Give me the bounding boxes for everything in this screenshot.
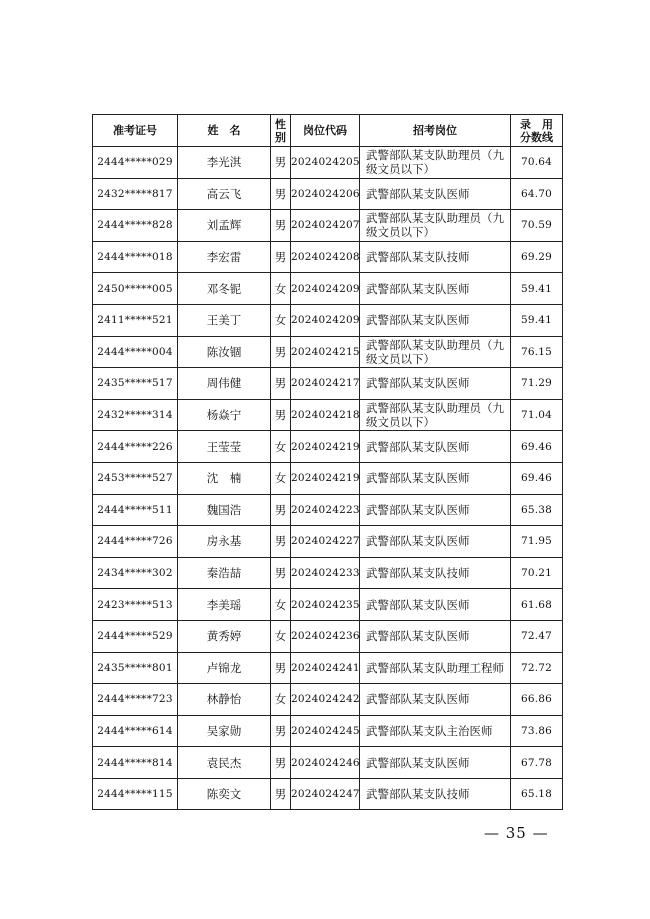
cell-name: 魏国浩	[178, 494, 271, 526]
cell-score: 73.86	[511, 715, 563, 747]
results-table	[92, 114, 563, 810]
table-row	[93, 304, 563, 336]
cell-post: 武警部队某支队助理员（九级文员以下）	[360, 210, 511, 242]
cell-name: 袁民杰	[178, 747, 271, 779]
cell-score: 71.95	[511, 526, 563, 558]
table-row	[93, 778, 563, 810]
table-row	[93, 399, 563, 431]
cell-post: 武警部队某支队医师	[360, 462, 511, 494]
cell-post-code: 2024024219	[291, 462, 360, 494]
cell-name: 高云飞	[178, 178, 271, 210]
cell-score: 71.29	[511, 368, 563, 400]
table-row	[93, 368, 563, 400]
cell-name: 李光淇	[178, 147, 271, 179]
cell-gender: 女	[271, 462, 291, 494]
cell-score: 65.38	[511, 494, 563, 526]
cell-post-code: 2024024219	[291, 431, 360, 463]
cell-post-code: 2024024241	[291, 652, 360, 684]
cell-post: 武警部队某支队医师	[360, 684, 511, 716]
cell-post: 武警部队某支队助理员（九级文员以下）	[360, 336, 511, 368]
header-exam-no: 准考证号	[93, 115, 178, 147]
cell-post-code: 2024024207	[291, 210, 360, 242]
cell-name: 王美丁	[178, 304, 271, 336]
table-row	[93, 178, 563, 210]
cell-post: 武警部队某支队医师	[360, 589, 511, 621]
cell-post-code: 2024024208	[291, 241, 360, 273]
table-row	[93, 715, 563, 747]
cell-exam-no: 2444*****029	[93, 147, 178, 179]
cell-post-code: 2024024235	[291, 589, 360, 621]
cell-exam-no: 2432*****314	[93, 399, 178, 431]
cell-score: 72.72	[511, 652, 563, 684]
cell-gender: 男	[271, 494, 291, 526]
table-row	[93, 462, 563, 494]
cell-post-code: 2024024209	[291, 304, 360, 336]
cell-name: 邓冬铌	[178, 273, 271, 305]
cell-post: 武警部队某支队医师	[360, 747, 511, 779]
cell-exam-no: 2444*****814	[93, 747, 178, 779]
table-row	[93, 589, 563, 621]
cell-gender: 男	[271, 368, 291, 400]
cell-post-code: 2024024246	[291, 747, 360, 779]
cell-name: 沈 楠	[178, 462, 271, 494]
cell-name: 周伟健	[178, 368, 271, 400]
header-post-code: 岗位代码	[291, 115, 360, 147]
cell-exam-no: 2434*****302	[93, 557, 178, 589]
header-gender-line2: 别	[275, 130, 286, 144]
cell-name: 刘孟辉	[178, 210, 271, 242]
table-header	[93, 115, 563, 147]
cell-exam-no: 2444*****828	[93, 210, 178, 242]
cell-score: 69.29	[511, 241, 563, 273]
cell-gender: 男	[271, 557, 291, 589]
cell-exam-no: 2423*****513	[93, 589, 178, 621]
cell-exam-no: 2444*****723	[93, 684, 178, 716]
cell-name: 李美瑶	[178, 589, 271, 621]
cell-exam-no: 2450*****005	[93, 273, 178, 305]
header-score	[511, 115, 563, 147]
cell-post: 武警部队某支队助理工程师	[360, 652, 511, 684]
table-row	[93, 526, 563, 558]
header-name: 姓 名	[178, 115, 271, 147]
table-row	[93, 431, 563, 463]
cell-post-code: 2024024206	[291, 178, 360, 210]
table-row	[93, 620, 563, 652]
cell-exam-no: 2411*****521	[93, 304, 178, 336]
cell-gender: 女	[271, 273, 291, 305]
table-row	[93, 241, 563, 273]
table-row	[93, 494, 563, 526]
cell-name: 吴家勋	[178, 715, 271, 747]
cell-post-code: 2024024217	[291, 368, 360, 400]
cell-name: 陈奕文	[178, 778, 271, 810]
cell-name: 卢锦龙	[178, 652, 271, 684]
cell-gender: 女	[271, 304, 291, 336]
cell-gender: 男	[271, 652, 291, 684]
cell-post-code: 2024024223	[291, 494, 360, 526]
cell-exam-no: 2444*****726	[93, 526, 178, 558]
cell-post: 武警部队某支队助理员（九级文员以下）	[360, 147, 511, 179]
cell-score: 66.86	[511, 684, 563, 716]
cell-gender: 女	[271, 431, 291, 463]
header-gender-line1: 性	[275, 117, 286, 131]
cell-exam-no: 2444*****511	[93, 494, 178, 526]
table-row	[93, 336, 563, 368]
cell-gender: 男	[271, 715, 291, 747]
cell-exam-no: 2444*****004	[93, 336, 178, 368]
cell-post-code: 2024024205	[291, 147, 360, 179]
header-gender	[271, 115, 291, 147]
cell-post: 武警部队某支队技师	[360, 778, 511, 810]
cell-name: 林静怡	[178, 684, 271, 716]
cell-score: 69.46	[511, 462, 563, 494]
cell-gender: 男	[271, 147, 291, 179]
table-row	[93, 273, 563, 305]
cell-post: 武警部队某支队主治医师	[360, 715, 511, 747]
header-score-line1: 录 用	[520, 117, 553, 131]
cell-post: 武警部队某支队技师	[360, 241, 511, 273]
header-post: 招考岗位	[360, 115, 511, 147]
cell-name: 陈汝锢	[178, 336, 271, 368]
cell-score: 71.04	[511, 399, 563, 431]
cell-post: 武警部队某支队技师	[360, 557, 511, 589]
cell-gender: 女	[271, 589, 291, 621]
cell-gender: 男	[271, 778, 291, 810]
cell-score: 76.15	[511, 336, 563, 368]
table-row	[93, 147, 563, 179]
cell-post: 武警部队某支队医师	[360, 368, 511, 400]
table-body	[93, 147, 563, 810]
cell-exam-no: 2435*****801	[93, 652, 178, 684]
cell-post: 武警部队某支队医师	[360, 431, 511, 463]
table-row	[93, 747, 563, 779]
cell-post-code: 2024024215	[291, 336, 360, 368]
table-row	[93, 684, 563, 716]
cell-score: 65.18	[511, 778, 563, 810]
cell-exam-no: 2435*****517	[93, 368, 178, 400]
cell-post-code: 2024024218	[291, 399, 360, 431]
cell-gender: 女	[271, 620, 291, 652]
cell-name: 秦浩喆	[178, 557, 271, 589]
cell-score: 59.41	[511, 304, 563, 336]
cell-score: 70.21	[511, 557, 563, 589]
cell-score: 59.41	[511, 273, 563, 305]
table-row	[93, 652, 563, 684]
cell-name: 王莹莹	[178, 431, 271, 463]
cell-post: 武警部队某支队医师	[360, 304, 511, 336]
cell-exam-no: 2444*****115	[93, 778, 178, 810]
cell-name: 黄秀婷	[178, 620, 271, 652]
cell-post: 武警部队某支队医师	[360, 178, 511, 210]
cell-gender: 男	[271, 336, 291, 368]
cell-exam-no: 2432*****817	[93, 178, 178, 210]
cell-exam-no: 2453*****527	[93, 462, 178, 494]
cell-post: 武警部队某支队医师	[360, 620, 511, 652]
cell-exam-no: 2444*****226	[93, 431, 178, 463]
cell-score: 70.64	[511, 147, 563, 179]
cell-post-code: 2024024227	[291, 526, 360, 558]
cell-gender: 男	[271, 526, 291, 558]
cell-post-code: 2024024233	[291, 557, 360, 589]
cell-post-code: 2024024236	[291, 620, 360, 652]
cell-score: 69.46	[511, 431, 563, 463]
cell-post-code: 2024024245	[291, 715, 360, 747]
cell-gender: 男	[271, 399, 291, 431]
cell-post: 武警部队某支队医师	[360, 526, 511, 558]
header-row	[93, 115, 563, 147]
cell-score: 61.68	[511, 589, 563, 621]
cell-name: 房永基	[178, 526, 271, 558]
cell-post-code: 2024024242	[291, 684, 360, 716]
cell-name: 杨焱宁	[178, 399, 271, 431]
cell-post-code: 2024024247	[291, 778, 360, 810]
cell-exam-no: 2444*****614	[93, 715, 178, 747]
header-score-line2: 分数线	[520, 130, 553, 144]
cell-score: 64.70	[511, 178, 563, 210]
cell-gender: 女	[271, 684, 291, 716]
cell-exam-no: 2444*****529	[93, 620, 178, 652]
cell-score: 70.59	[511, 210, 563, 242]
cell-name: 李宏雷	[178, 241, 271, 273]
cell-gender: 男	[271, 210, 291, 242]
cell-post: 武警部队某支队助理员（九级文员以下）	[360, 399, 511, 431]
cell-post-code: 2024024209	[291, 273, 360, 305]
page-number: — 35 —	[484, 824, 549, 842]
cell-score: 67.78	[511, 747, 563, 779]
cell-gender: 男	[271, 747, 291, 779]
cell-post: 武警部队某支队医师	[360, 273, 511, 305]
table-row	[93, 557, 563, 589]
cell-gender: 男	[271, 178, 291, 210]
cell-gender: 男	[271, 241, 291, 273]
cell-post: 武警部队某支队医师	[360, 494, 511, 526]
cell-exam-no: 2444*****018	[93, 241, 178, 273]
table-row	[93, 210, 563, 242]
cell-score: 72.47	[511, 620, 563, 652]
